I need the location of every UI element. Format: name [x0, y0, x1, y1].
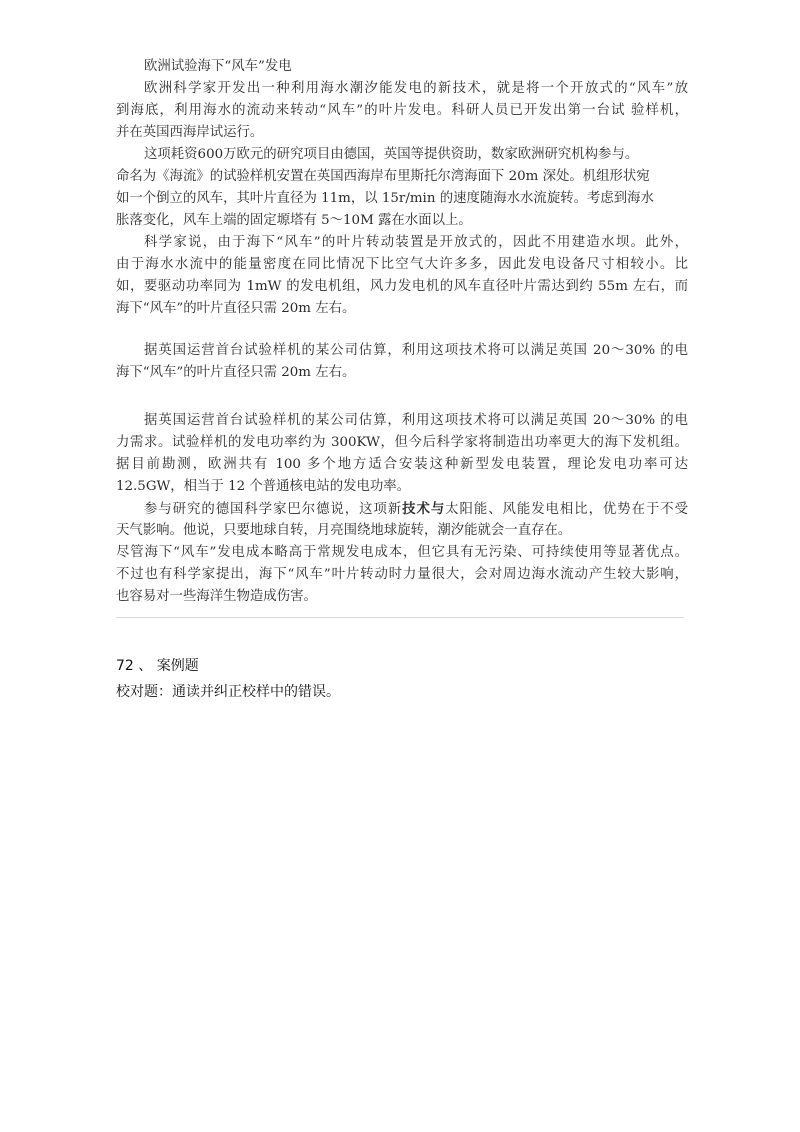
bold-fragment: 技术与: [402, 501, 446, 517]
scan-line: 这项耗资600万欧元的研究项目由德国，英国等提供资助，数家欧洲研究机构参与。: [144, 147, 639, 162]
scan-line: 海下“风车”的叶片直径只需 20m 左右。: [116, 365, 356, 380]
scan-line: 天气影响。他说，只要地球自转，月亮围绕地球旋转，潮汐能就会一直存在。: [116, 523, 572, 538]
scan-line: 到海底，利用海水的流动来转动“风车”的叶片发电。科研人员已开发出第一台试 验样机，: [116, 103, 688, 118]
scan-line: 科学家说，由于海下“风车”的叶片转动装置是开放式的，因此不用建造水坝。此外，: [144, 235, 688, 250]
paragraph-gap: [116, 320, 688, 340]
scan-line: 欧洲科学家开发出一种利用海水潮汐能发电的新技术，就是将一个开放式的“风车”放: [144, 81, 688, 96]
scan-line: 命名为《海流》的试验样机安置在英国西海岸布里斯托尔湾海面下 20m 深处。机组形状宛: [116, 169, 650, 184]
scan-line: 尽管海下“风车”发电成本略高于常规发电成本，但它具有无污染、可持续使用等显著优点。: [116, 545, 688, 560]
scan-line: 胀落变化，风车上端的固定塬塔有 5～10M 露在水面以上。: [116, 213, 472, 228]
scan-line: 由于海水水流中的能量密度在同比情况下比空气大许多多，因此发电设备尺寸相较小。比: [116, 257, 688, 272]
scan-line: 据目前勘测，欧洲共有 100 多个地方适合安装这种新型发电装置，理论发电功率可达: [116, 457, 688, 472]
section-divider: [116, 617, 684, 618]
scan-line: 力需求。试验样机的发电功率约为 300KW，但今后科学家将制造出功率更大的海下发机组。: [116, 435, 688, 450]
scan-line: 据英国运营首台试验样机的某公司估算，利用这项技术将可以满足英国 20～30% 的电: [144, 343, 688, 358]
scan-line: 如一个倒立的风车，其叶片直径为 11m，以 15r/min 的速度随海水水流旋转。考虑到海水: [116, 191, 654, 206]
scan-line: 海下“风车”的叶片直径只需 20m 左右。: [116, 301, 356, 316]
scan-line: 不过也有科学家提出，海下“风车”叶片转动时力量很大，会对周边海水流动产生较大影响，: [116, 567, 688, 582]
scan-line: 并在英国西海岸试运行。: [116, 125, 264, 140]
scan-line: 12.5GW，相当于 12 个普通核电站的发电功率。: [116, 479, 411, 494]
scan-line: 欧洲试验海下“风车”发电: [144, 59, 292, 74]
scan-line: 参与研究的德国科学家巴尔德说，这项新技术与太阳能、风能发电相比，优势在于不受: [144, 501, 689, 517]
question-instruction: 校对题：通读并纠正校样中的错误。: [116, 684, 340, 700]
scan-line: 据英国运营首台试验样机的某公司估算，利用这项技术将可以满足英国 20～30% 的电: [144, 413, 688, 428]
paragraph-gap: [116, 384, 688, 410]
question-number: 72 、 案例题: [116, 658, 199, 674]
proofreading-scan-text: [116, 56, 688, 608]
scan-line: 如，要驱动功率同为 1mW 的发电机组，风力发电机的风车直径叶片需达到约 55m 左右，而: [116, 279, 688, 294]
scan-line: 也容易对一些海洋生物造成伤害。: [116, 589, 317, 604]
